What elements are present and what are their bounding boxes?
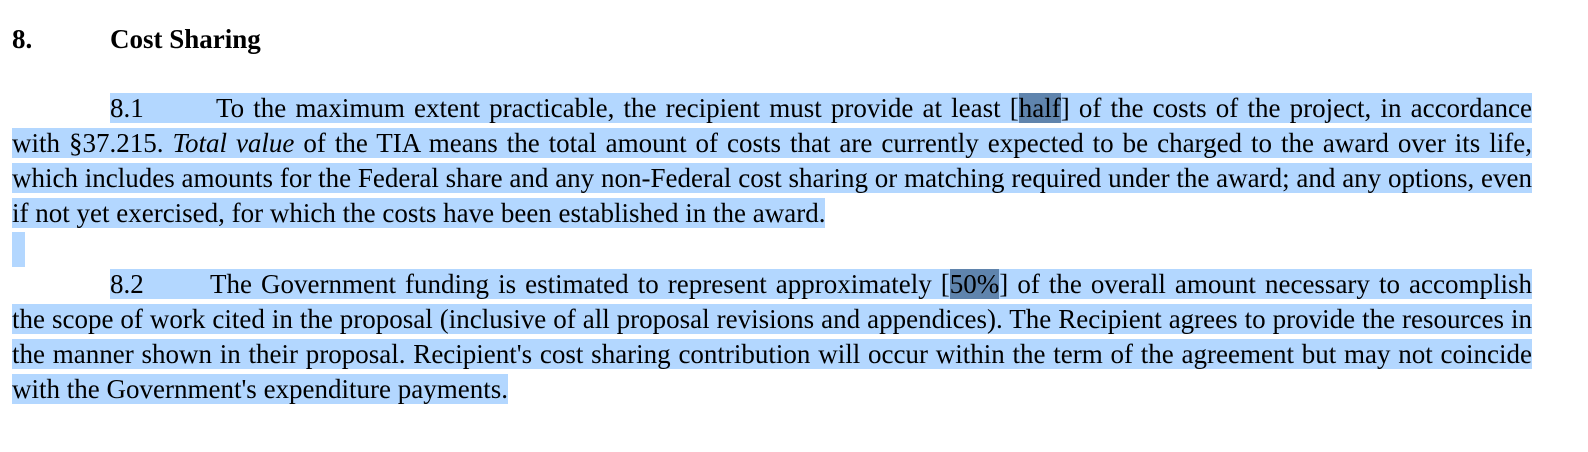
paragraph-text: The Government funding is estimated to represent approximately [ bbox=[210, 269, 950, 299]
section-title: Cost Sharing bbox=[110, 24, 261, 54]
paragraph-text: of the TIA means the total amount of costs that are currently expected to be charged to the award over its life, which includes amounts for the Federal share and any non-Federal cost sharing or matching required under the award; and any options, even if not yet exercised, for which the costs have been established in the award. bbox=[12, 128, 1532, 228]
paragraph-number: 8.2 bbox=[110, 269, 144, 299]
highlighted-placeholder[interactable]: half bbox=[1018, 93, 1061, 123]
defined-term: Total value bbox=[172, 128, 295, 158]
selected-text[interactable] bbox=[12, 269, 1532, 404]
section-number: 8. bbox=[12, 24, 33, 54]
paragraph-text: To the maximum extent practicable, the recipient must provide at least [ bbox=[216, 93, 1019, 123]
paragraph-8-2[interactable] bbox=[12, 267, 1532, 407]
section-heading bbox=[12, 24, 261, 55]
selection-empty-line bbox=[12, 232, 25, 267]
paragraph-text: ] of the costs of the project, in accordance with §37.215. bbox=[12, 93, 1532, 158]
paragraph-text: ] of the overall amount necessary to accomplish the scope of work cited in the proposal (inclusive of all proposal revisions and appendices). The Recipient agrees to provide the resources in the manner shown in their proposal. Recipient's cost sharing contribution will occur within the term of the agreement but may not coincide with the Government's expenditure payments. bbox=[12, 269, 1532, 404]
highlighted-placeholder[interactable]: 50% bbox=[949, 269, 1000, 299]
paragraph-8-1[interactable] bbox=[12, 91, 1532, 231]
paragraph-number: 8.1 bbox=[110, 93, 144, 123]
selected-text[interactable] bbox=[12, 93, 1532, 228]
